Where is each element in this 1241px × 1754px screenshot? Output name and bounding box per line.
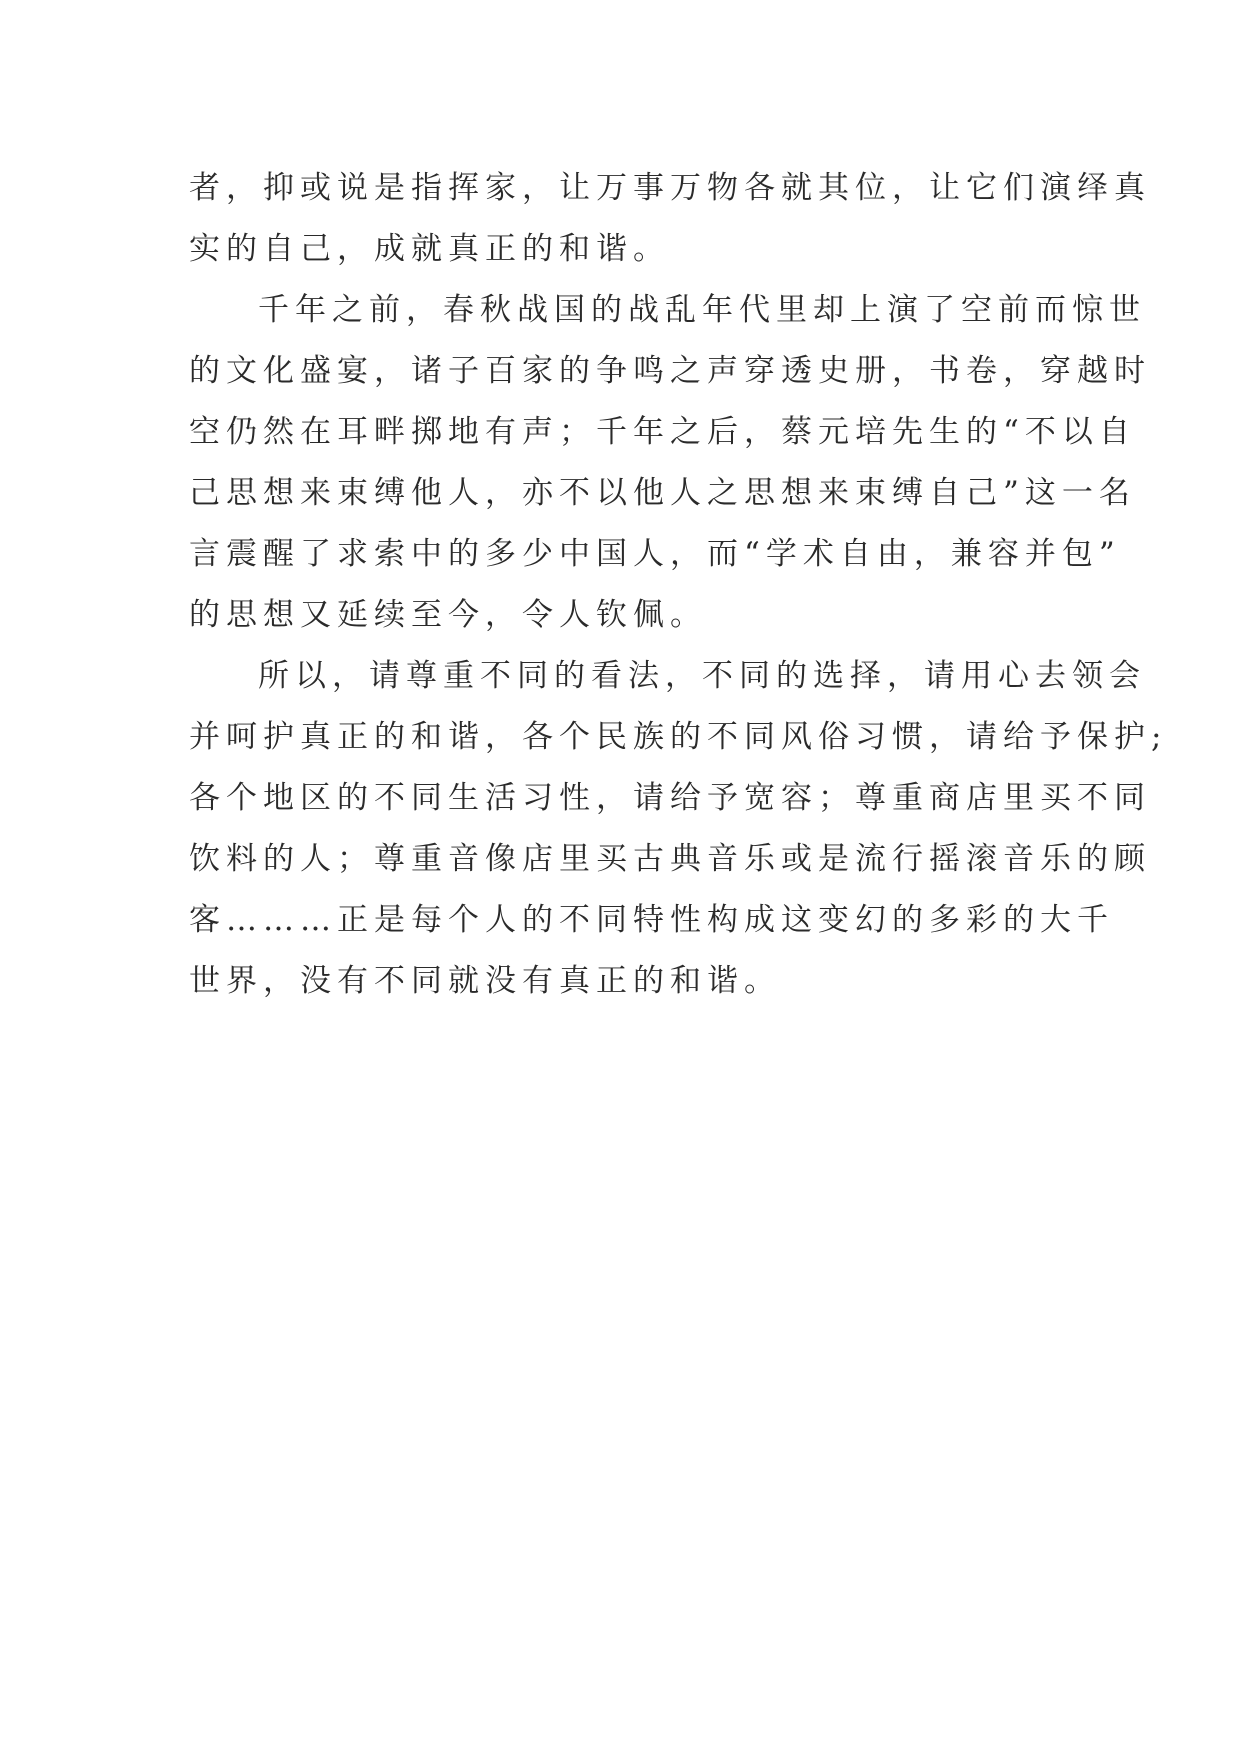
text-line-4: 的文化盛宴，诸子百家的争鸣之声穿透史册，书卷，穿越时 [189, 353, 1151, 389]
paragraph-start-line-3: 千年之前，春秋战国的战乱年代里却上演了空前而惊世 [258, 292, 1146, 328]
paragraph-start-line-9: 所以，请尊重不同的看法，不同的选择，请用心去领会 [258, 658, 1146, 694]
text-line-12: 饮料的人；尊重音像店里买古典音乐或是流行摇滚音乐的顾 [189, 841, 1151, 877]
text-line-13: 客………正是每个人的不同特性构成这变幻的多彩的大千 [189, 902, 1114, 938]
text-line-11: 各个地区的不同生活习性，请给予宽容；尊重商店里买不同 [189, 780, 1151, 816]
text-line-7: 言震醒了求索中的多少中国人，而“学术自由，兼容并包” [189, 536, 1121, 572]
text-line-1: 者，抑或说是指挥家，让万事万物各就其位，让它们演绎真 [189, 170, 1151, 206]
text-line-2: 实的自己，成就真正的和谐。 [189, 231, 670, 267]
text-line-8: 的思想又延续至今，令人钦佩。 [189, 597, 707, 633]
text-line-10: 并呵护真正的和谐，各个民族的不同风俗习惯，请给予保护; [189, 719, 1168, 755]
body-text [189, 158, 1168, 1012]
text-line-6: 己思想来束缚他人，亦不以他人之思想来束缚自己”这一名 [189, 475, 1136, 511]
text-line-5: 空仍然在耳畔掷地有声；千年之后，蔡元培先生的“不以自 [189, 414, 1136, 450]
text-line-14: 世界，没有不同就没有真正的和谐。 [189, 963, 781, 999]
